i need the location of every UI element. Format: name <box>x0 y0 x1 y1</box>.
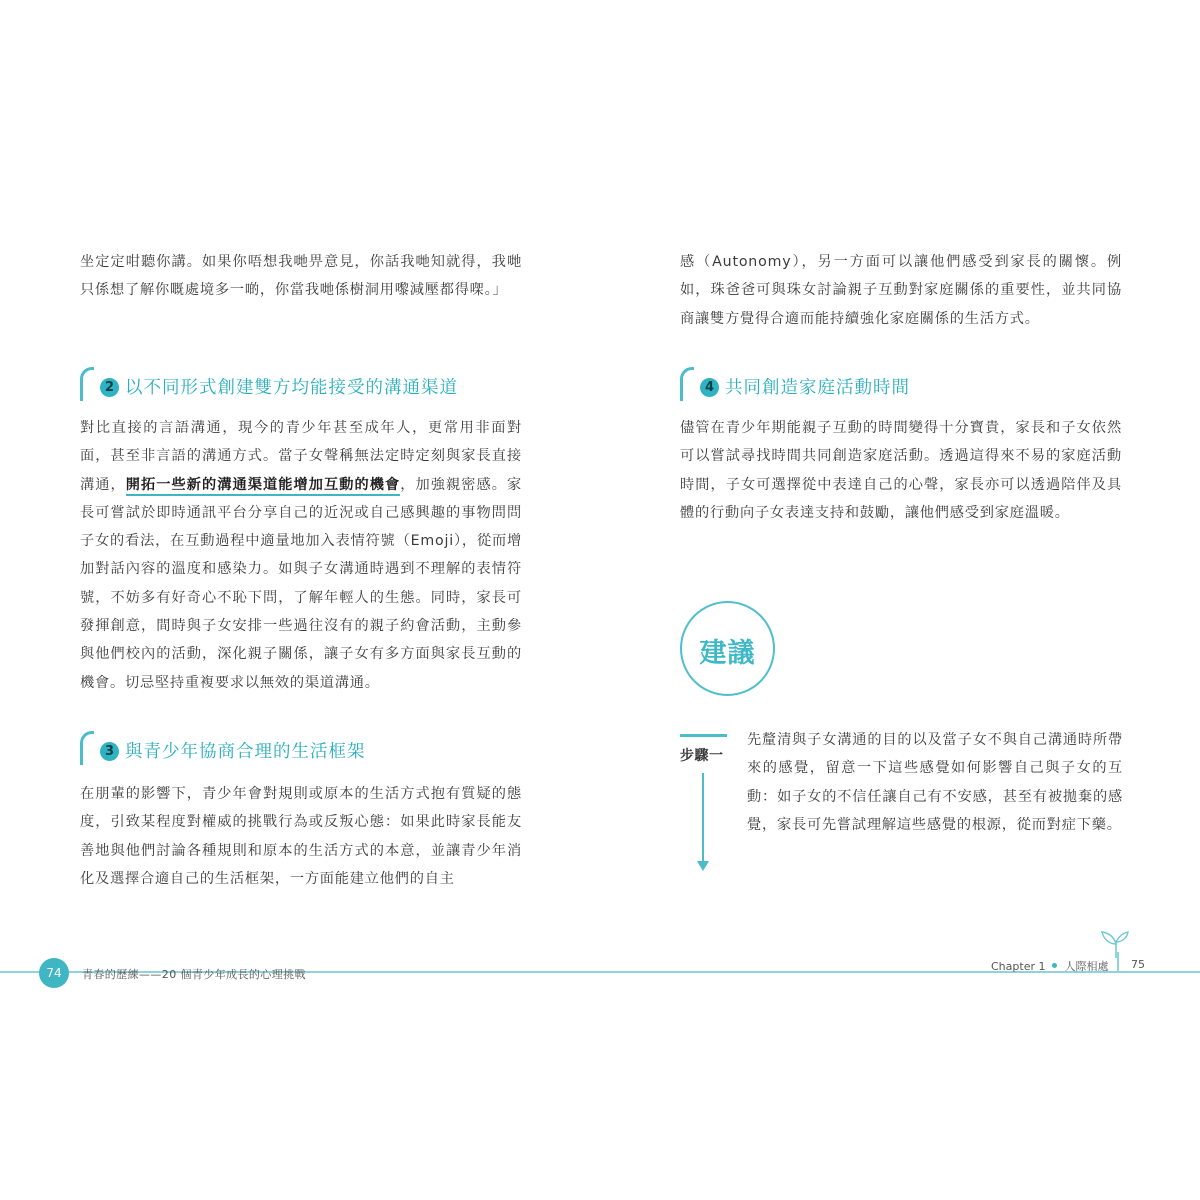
section-4-heading <box>680 367 1122 401</box>
chapter-name: 人際相處 <box>1064 960 1109 973</box>
footer-book-title: 青春的歷練——20 個青少年成長的心理挑戰 <box>82 968 306 981</box>
step-top-rule <box>680 734 727 737</box>
section-2-text-after: ，加強親密感。家長可嘗試於即時通訊平台分享自己的近況或自己感興趣的事物問問子女的看法，在互動過程中適量地加入表情符號（Emoji），從而增加對話內容的溫度和感染力。如與子女溝通時遇到不理解的表情符號，不妨多有好奇心不恥下問，了解年輕人的生態。同時，家長可發揮創意，間時與子女安排一些過往沒有的親子約會活動，主動參與他們校內的活動，深化親子關係，讓子女有多方面與家長互動的機會。切忌堅持重複要求以無效的渠道溝通。 <box>80 476 522 691</box>
arrow-head-icon <box>697 861 709 871</box>
sprout-icon <box>1098 928 1130 958</box>
step-text: 先釐清與子女溝通的目的以及當子女不與自己溝通時所帶來的感覺，留意一下這些感覺如何影響自己與子女的互動：如子女的不信任讓自己有不安感，甚至有被拋棄的感覺，家長可先嘗試理解這些感覺的根源，從而對症下藥。 <box>747 732 1123 833</box>
right-intro-paragraph: 感（Autonomy），另一方面可以讓他們感受到家長的關懷。例如，珠爸爸可與珠女討論親子互動對家庭關係的重要性，並共同協商讓雙方覺得合適而能持續強化家庭關係的生活方式。 <box>680 254 1122 327</box>
footer-divider <box>1117 952 1119 972</box>
heading-bracket <box>80 367 94 401</box>
section-2-body <box>80 414 522 697</box>
section-4-body: 儘管在青少年期能親子互動的時間變得十分寶貴，家長和子女依然可以嘗試尋找時間共同創造家庭活動。透過這得來不易的家庭活動時間，子女可選擇從中表達自己的心聲，家長亦可以透過陪伴及具體的行動向子女表達支持和鼓勵，讓他們感受到家庭溫暖。 <box>680 420 1122 521</box>
section-2-highlight: 開拓一些新的溝通渠道能增加互動的機會 <box>126 477 401 496</box>
chapter-label: Chapter 1 <box>991 960 1046 973</box>
right-page-number: 75 <box>1131 958 1145 971</box>
footer-chapter <box>991 958 1108 974</box>
section-number-badge: 3 <box>100 742 119 761</box>
step-label: 步驟一 <box>680 748 724 764</box>
section-number-badge: 2 <box>100 378 119 397</box>
section-3-title: 與青少年協商合理的生活框架 <box>125 742 366 762</box>
section-2-title: 以不同形式創建雙方均能接受的溝通渠道 <box>125 378 458 398</box>
heading-bracket <box>680 367 694 401</box>
bullet-dot <box>1052 963 1057 968</box>
section-2-text-before: 對比直接的言語溝通，現今的青少年甚至成年人，更常用非面對面，甚至非言語的溝通方式。當子女聲稱無法定時定刻與家長直接溝通， <box>80 420 522 493</box>
section-3-body: 在朋輩的影響下，青少年會對規則或原本的生活方式抱有質疑的態度，引致某程度對權威的挑戰行為或反叛心態：如果此時家長能友善地與他們討論各種規則和原本的生活方式的本意，並讓青少年消化及選擇合適自己的生活框架，一方面能建立他們的自主 <box>80 786 522 887</box>
left-intro-paragraph: 坐定定咁聽你講。如果你唔想我哋畀意見，你話我哋知就得，我哋只係想了解你嘅處境多一啲，你當我哋係樹洞用嚟減壓都得㗎。」 <box>80 254 522 299</box>
heading-bracket <box>80 731 94 765</box>
left-page-number: 74 <box>39 958 69 988</box>
section-3-heading <box>80 731 522 765</box>
advice-badge <box>680 601 775 696</box>
section-2-heading <box>80 367 522 401</box>
arrow-down-icon <box>702 773 704 863</box>
advice-title: 建議 <box>699 638 756 669</box>
section-4-title: 共同創造家庭活動時間 <box>725 378 910 398</box>
section-number-badge: 4 <box>700 378 719 397</box>
